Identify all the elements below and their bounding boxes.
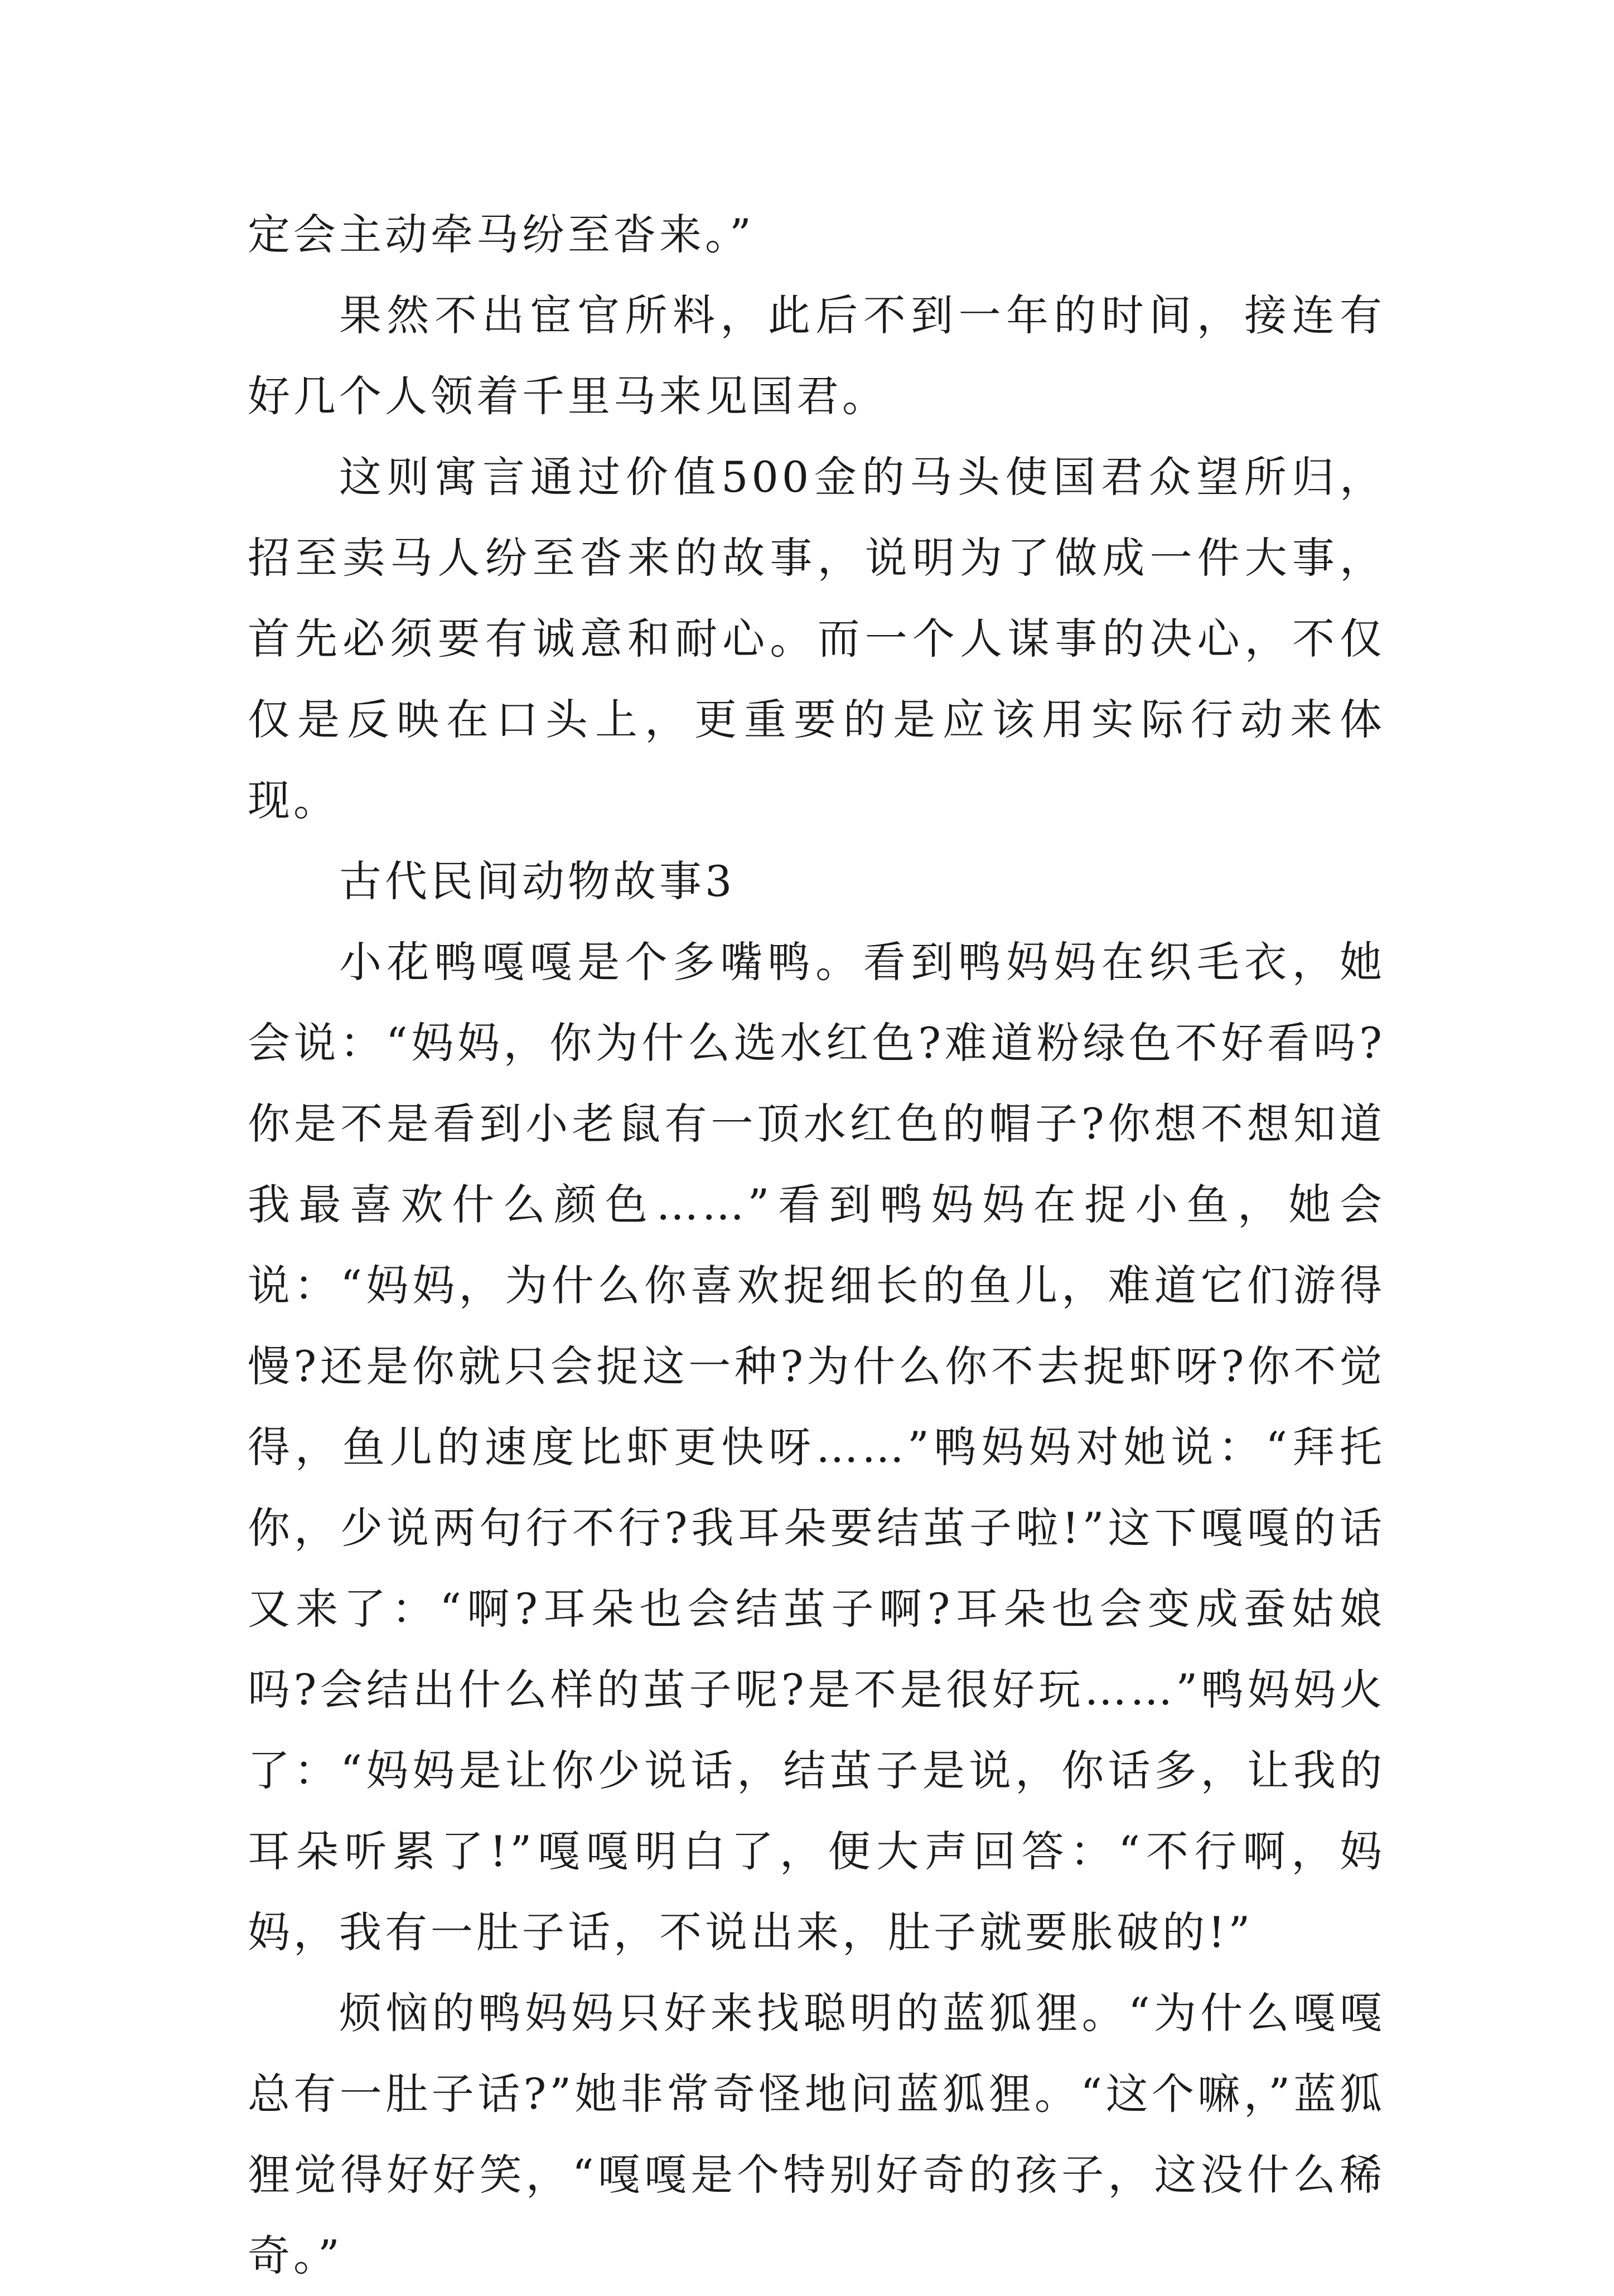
paragraph: 果然不出宦官所料，此后不到一年的时间，接连有好几个人领着千里马来见国君。 (248, 290, 1385, 421)
body-text (248, 194, 1385, 2296)
paragraph: 小花鸭嘎嘎是个多嘴鸭。看到鸭妈妈在织毛衣，她会说：“妈妈，你为什么选水红色?难道粉绿色不好看吗?你是不是看到小老鼠有一顶水红色的帽子?你想不想知道我最喜欢什么颜色……”看到鸭妈妈在捉小鱼，她会说：“妈妈，为什么你喜欢捉细长的鱼儿，难道它们游得慢?还是你就只会捉这一种?为什么你不去捉虾呀?你不觉得，鱼儿的速度比虾更快呀……”鸭妈妈对她说：“拜托你，少说两句行不行?我耳朵要结茧子啦!”这下嘎嘎的话又来了：“啊?耳朵也会结茧子啊?耳朵也会变成蚕姑娘吗?会结出什么样的茧子呢?是不是很好玩……”鸭妈妈火了：“妈妈是让你少说话，结茧子是说，你话多，让我的耳朵听累了!”嘎嘎明白了，便大声回答：“不行啊，妈妈，我有一肚子话，不说出来，肚子就要胀破的!” (248, 937, 1385, 1957)
paragraph-continuation: 定会主动牵马纷至沓来。” (248, 210, 755, 259)
paragraph: 烦恼的鸭妈妈只好来找聪明的蓝狐狸。“为什么嘎嘎总有一肚子话?”她非常奇怪地问蓝狐狸。“这个嘛，”蓝狐狸觉得好好笑，“嘎嘎是个特别好奇的孩子，这没什么稀奇。” (248, 1988, 1385, 2280)
section-heading: 古代民间动物故事3 (339, 856, 736, 906)
paragraph: 这则寓言通过价值500金的马头使国君众望所归，招至卖马人纷至沓来的故事，说明为了做成一件大事，首先必须要有诚意和耐心。而一个人谋事的决心，不仅仅是反映在口头上，更重要的是应该用实际行动来体现。 (248, 452, 1385, 825)
